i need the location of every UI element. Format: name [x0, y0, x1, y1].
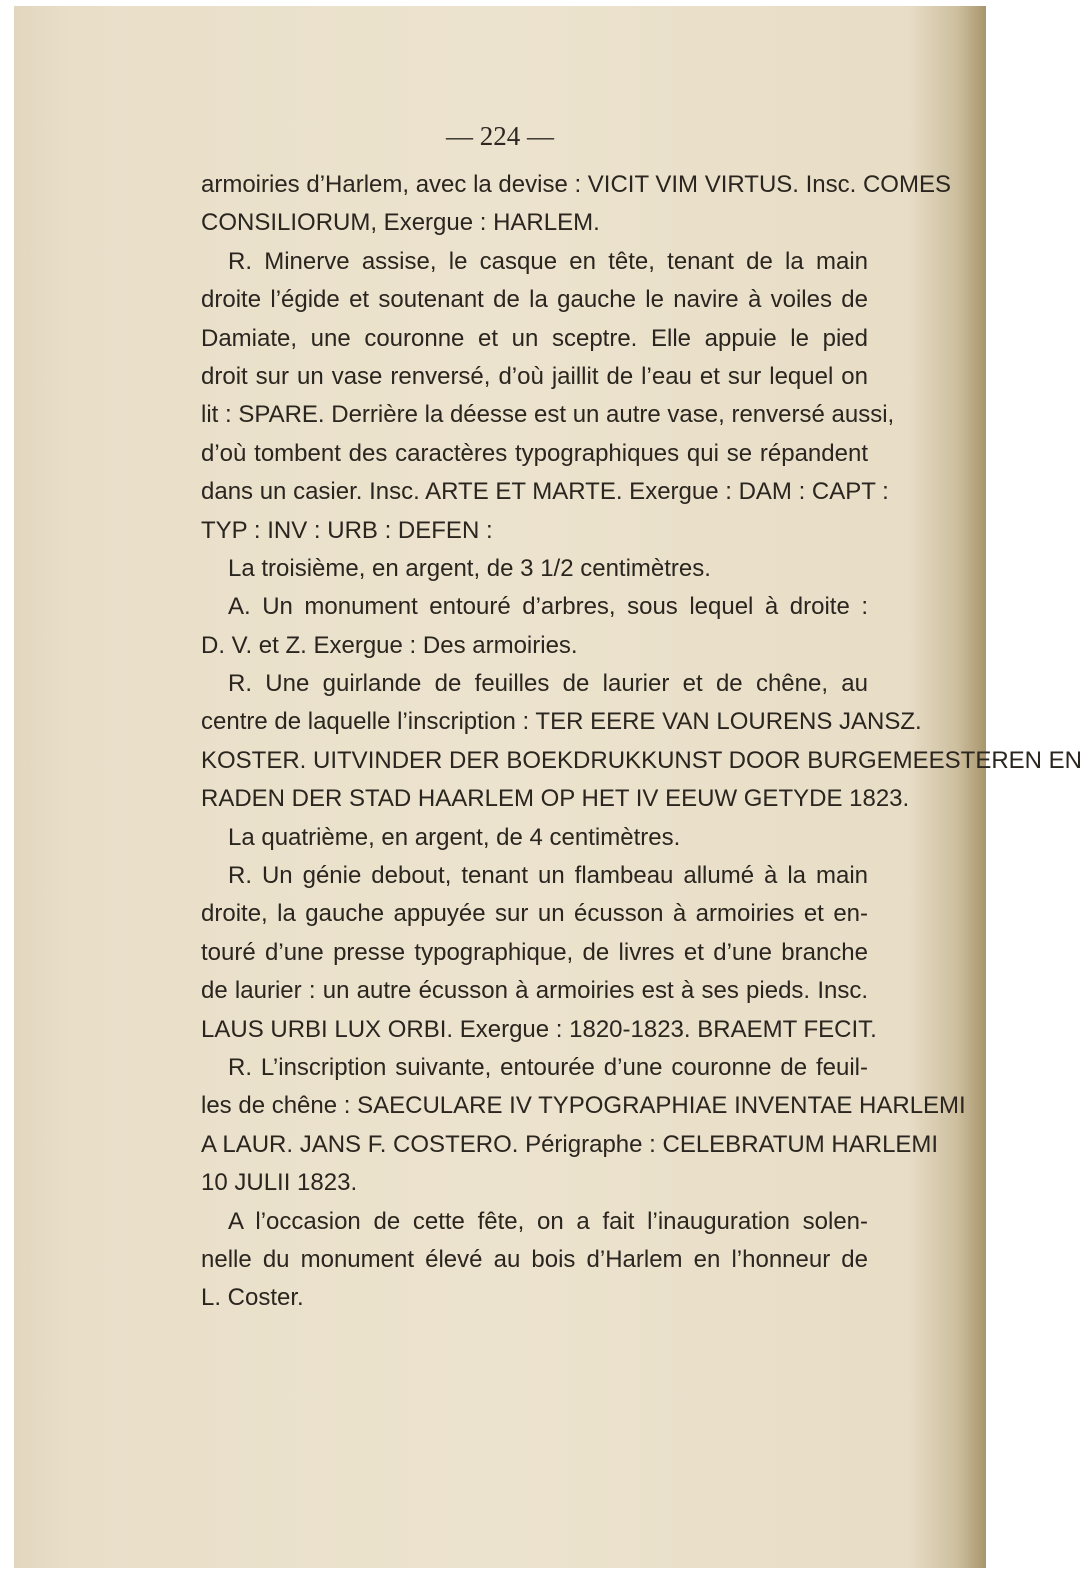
text-line: R. L’inscription suivante, entourée d’une couronne de feuil-	[228, 1053, 868, 1081]
text-line: nelle du monument élevé au bois d’Harlem en l’honneur de	[201, 1245, 868, 1273]
text-line: La troisième, en argent, de 3 1/2 centimètres.	[228, 554, 711, 582]
text-line: A LAUR. JANS F. COSTERO. Périgraphe : CELEBRATUM HARLEMI	[201, 1130, 939, 1158]
text-line: dans un casier. Insc. ARTE ET MARTE. Exergue : DAM : CAPT :	[201, 478, 889, 506]
page-number: — 224 —	[446, 121, 554, 151]
text-line: A l’occasion de cette fête, on a fait l’inauguration solen-	[228, 1207, 868, 1235]
text-line: RADEN DER STAD HAARLEM OP HET IV EEUW GETYDE 1823.	[201, 785, 910, 813]
text-line: A. Un monument entouré d’arbres, sous lequel à droite :	[228, 593, 868, 621]
text-line: KOSTER. UITVINDER DER BOEKDRUKKUNST DOOR BURGEMEESTEREN EN	[201, 746, 1082, 774]
text-line: centre de laquelle l’inscription : TER EERE VAN LOURENS JANSZ.	[201, 708, 922, 736]
text-line: R. Minerve assise, le casque en tête, tenant de la main	[228, 247, 868, 275]
text-line: L. Coster.	[201, 1284, 304, 1312]
text-line: 10 JULII 1823.	[201, 1169, 358, 1197]
body-text	[201, 166, 1082, 1318]
text-line: CONSILIORUM, Exergue : HARLEM.	[201, 209, 600, 237]
text-line: droit sur un vase renversé, d’où jaillit de l’eau et sur lequel on	[201, 362, 868, 390]
text-line: les de chêne : SAECULARE IV TYPOGRAPHIAE INVENTAE HARLEMI	[201, 1092, 966, 1120]
text-line: touré d’une presse typographique, de livres et d’une branche	[201, 938, 868, 966]
text-line: R. Une guirlande de feuilles de laurier et de chêne, au	[228, 670, 868, 698]
text-line: D. V. et Z. Exergue : Des armoiries.	[201, 631, 578, 659]
text-line: d’où tombent des caractères typographiques qui se répandent	[201, 439, 868, 467]
text-line: droite l’égide et soutenant de la gauche le navire à voiles de	[201, 286, 868, 314]
text-line: TYP : INV : URB : DEFEN :	[201, 516, 493, 544]
text-line: La quatrième, en argent, de 4 centimètres.	[228, 823, 681, 851]
text-line: lit : SPARE. Derrière la déesse est un autre vase, renversé aussi,	[201, 401, 895, 429]
text-line: de laurier : un autre écusson à armoiries est à ses pieds. Insc.	[201, 977, 868, 1005]
text-line: R. Un génie debout, tenant un flambeau allumé à la main	[228, 862, 868, 890]
text-line: Damiate, une couronne et un sceptre. Elle appuie le pied	[201, 324, 868, 352]
text-line: LAUS URBI LUX ORBI. Exergue : 1820-1823. BRAEMT FECIT.	[201, 1015, 877, 1043]
book-page	[14, 6, 1082, 1568]
text-line: armoiries d’Harlem, avec la devise : VICIT VIM VIRTUS. Insc. COMES	[201, 171, 951, 198]
text-line: droite, la gauche appuyée sur un écusson à armoiries et en-	[201, 900, 868, 928]
